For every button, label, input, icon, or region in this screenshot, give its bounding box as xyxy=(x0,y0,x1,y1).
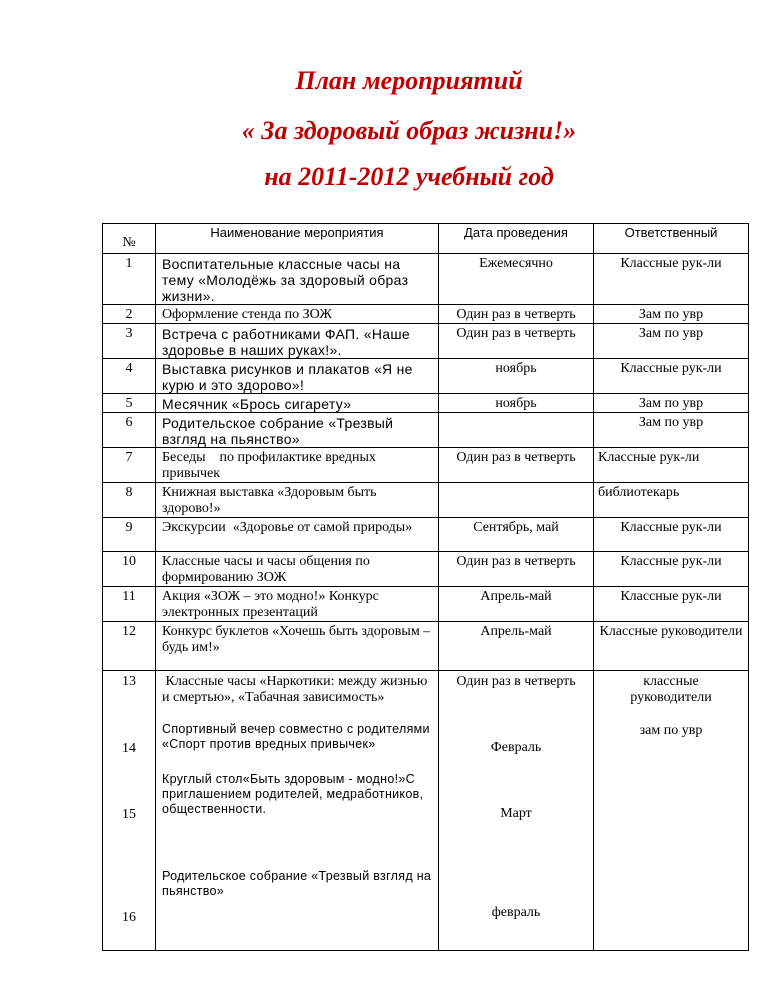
row-resp: Зам по увр xyxy=(594,324,749,359)
row-resp: Зам по увр xyxy=(594,413,749,448)
row-date: Сентябрь, май xyxy=(439,518,594,552)
row-name: Классные часы и часы общения по формированию ЗОЖ xyxy=(156,552,439,587)
row-date: Один раз в четверть xyxy=(439,305,594,324)
row-date: Апрель-май xyxy=(439,587,594,622)
header-name: Наименование мероприятия xyxy=(156,224,439,254)
title-line-2: « За здоровый образ жизни!» xyxy=(241,116,577,145)
row-num: 10 xyxy=(103,552,156,587)
row-date: Один раз в четверть xyxy=(439,448,594,483)
row-name: Месячник «Брось сигарету» xyxy=(156,394,439,413)
row-date xyxy=(439,413,594,448)
row-name: Оформление стенда по ЗОЖ xyxy=(156,305,439,324)
row-date xyxy=(439,483,594,518)
row-resp: Классные рук-ли xyxy=(594,359,749,394)
header-resp: Ответственный xyxy=(594,224,749,254)
row-name: Классные часы «Наркотики: между жизнью и смертью», «Табачная зависимость» xyxy=(162,674,431,705)
row-resp: Классные рук-ли xyxy=(594,518,749,552)
header-date: Дата проведения xyxy=(439,224,594,254)
row-date: Один раз в четверть xyxy=(439,324,594,359)
row-resp: Зам по увр xyxy=(594,394,749,413)
title-line-3: на 2011-2012 учебный год xyxy=(264,162,554,191)
row-name: Воспитательные классные часы на тему «Молодёжь за здоровый образ жизни». xyxy=(156,254,439,305)
row-name: Акция «ЗОЖ – это модно!» Конкурс электронных презентаций xyxy=(156,587,439,622)
table-row xyxy=(103,413,749,448)
row-resp: Классные рук-ли xyxy=(594,587,749,622)
row-resp: Классные рук-ли xyxy=(594,448,749,483)
row-name: Конкурс буклетов «Хочешь быть здоровым – будь им!» xyxy=(156,622,439,671)
table-header-row xyxy=(103,224,749,254)
row-num: 14 xyxy=(122,741,136,756)
row-num: 4 xyxy=(103,359,156,394)
row-resp: Классные руководители xyxy=(594,622,749,671)
row-date: Апрель-май xyxy=(439,622,594,671)
header-num: № xyxy=(103,224,156,254)
row-num: 1 xyxy=(103,254,156,305)
row-resp: библиотекарь xyxy=(594,483,749,518)
row-name: Выставка рисунков и плакатов «Я не курю и это здорово»! xyxy=(156,359,439,394)
row-name: Экскурсии «Здоровье от самой природы» xyxy=(156,518,439,552)
row-date: Один раз в четверть xyxy=(456,674,576,689)
table-row xyxy=(103,552,749,587)
row-num: 2 xyxy=(103,305,156,324)
row-num: 15 xyxy=(122,807,136,822)
table-row xyxy=(103,587,749,622)
row-num-group xyxy=(103,671,156,951)
row-resp: классные руководители xyxy=(630,674,712,705)
row-num: 11 xyxy=(103,587,156,622)
row-num: 6 xyxy=(103,413,156,448)
table-row xyxy=(103,324,749,359)
row-date: февраль xyxy=(491,905,541,920)
row-name: Встреча с работниками ФАП. «Наше здоровье в наших руках!». xyxy=(156,324,439,359)
row-num: 7 xyxy=(103,448,156,483)
table-row-group xyxy=(103,671,749,951)
row-resp: Зам по увр xyxy=(594,305,749,324)
row-name: Родительское собрание «Трезвый взгляд на пьянство» xyxy=(162,869,432,898)
row-resp: Классные рук-ли xyxy=(594,552,749,587)
row-name: Родительское собрание «Трезвый взгляд на пьянство» xyxy=(156,413,439,448)
row-date: ноябрь xyxy=(439,394,594,413)
row-name: Книжная выставка «Здоровым быть здорово!» xyxy=(156,483,439,518)
row-num: 12 xyxy=(103,622,156,671)
row-name: Беседы по профилактике вредных привычек xyxy=(156,448,439,483)
row-num: 9 xyxy=(103,518,156,552)
row-date: ноябрь xyxy=(439,359,594,394)
row-name: Круглый стол«Быть здоровым - модно!»С приглашением родителей, медработников, общественности. xyxy=(162,772,424,816)
table-row xyxy=(103,622,749,671)
row-date: Ежемесячно xyxy=(439,254,594,305)
row-resp: зам по увр xyxy=(639,723,703,738)
row-date: Февраль xyxy=(490,740,542,755)
row-name-group xyxy=(156,671,439,951)
table-row xyxy=(103,359,749,394)
row-date: Один раз в четверть xyxy=(439,552,594,587)
row-resp: Классные рук-ли xyxy=(594,254,749,305)
events-table xyxy=(102,223,749,951)
title-line-1: План мероприятий xyxy=(295,66,523,95)
table-row xyxy=(103,518,749,552)
row-date-group xyxy=(439,671,594,951)
table-row xyxy=(103,254,749,305)
row-num: 13 xyxy=(122,674,136,689)
row-num: 5 xyxy=(103,394,156,413)
row-num: 3 xyxy=(103,324,156,359)
table-row xyxy=(103,394,749,413)
table-row xyxy=(103,483,749,518)
row-num: 8 xyxy=(103,483,156,518)
row-date: Март xyxy=(500,806,532,821)
row-name: Спортивный вечер совместно с родителями «Спорт против вредных привычек» xyxy=(162,722,430,751)
table-row xyxy=(103,305,749,324)
table-row xyxy=(103,448,749,483)
row-num: 16 xyxy=(122,910,136,925)
row-resp-group xyxy=(594,671,749,951)
